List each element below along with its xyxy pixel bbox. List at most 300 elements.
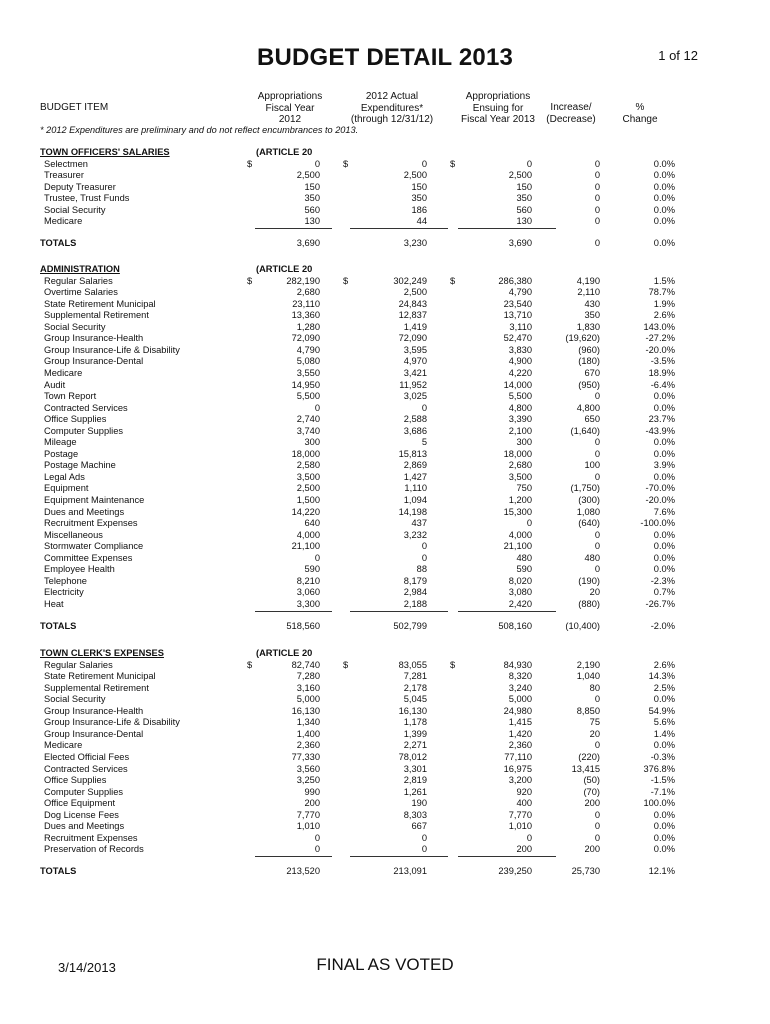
line-item-name: Group Insurance-Life & Disability (44, 344, 180, 355)
percent-change: 2.6% (653, 659, 675, 670)
percent-change: 0.0% (653, 471, 675, 482)
appropriation-2012: 2,500 (296, 170, 320, 181)
actual-2012: 83,055 (398, 659, 427, 670)
dollar-sign: $ (247, 158, 253, 169)
section-title: ADMINISTRATION (40, 264, 120, 274)
line-item-name: Social Security (44, 204, 106, 215)
increase-decrease: 0 (594, 193, 600, 204)
increase-decrease: 0 (594, 158, 600, 169)
line-item-name: Regular Salaries (44, 659, 113, 670)
line-item-name: Postage Machine (44, 460, 116, 471)
total-increase-decrease: 25,730 (571, 866, 600, 877)
appropriation-2013: 3,240 (508, 682, 532, 693)
appropriation-2012: 18,000 (291, 448, 320, 459)
line-item-name: Social Security (44, 321, 106, 332)
table-row (0, 192, 770, 204)
line-item-name: Social Security (44, 694, 106, 705)
table-row (0, 552, 770, 564)
increase-decrease: (190) (578, 575, 600, 586)
table-row (0, 367, 770, 379)
percent-change: 7.6% (653, 506, 675, 517)
line-item-name: Town Report (44, 391, 97, 402)
actual-2012: 667 (411, 821, 427, 832)
appropriation-2012: 640 (304, 518, 320, 529)
appropriation-2012: 130 (304, 216, 320, 227)
increase-decrease: (50) (583, 775, 600, 786)
percent-change: 0.0% (653, 181, 675, 192)
total-appropriation-2013: 508,160 (498, 620, 532, 631)
appropriation-2012: 2,500 (296, 483, 320, 494)
table-row (0, 215, 770, 227)
line-item-name: Office Supplies (44, 414, 107, 425)
total-actual-2012: 213,091 (393, 866, 427, 877)
appropriation-2012: 3,500 (296, 471, 320, 482)
percent-change: 1.5% (653, 275, 675, 286)
table-row (0, 739, 770, 751)
appropriation-2013: 21,100 (503, 541, 532, 552)
table-row (0, 506, 770, 518)
appropriation-2012: 0 (314, 158, 320, 169)
increase-decrease: (880) (578, 598, 600, 609)
increase-decrease: 0 (594, 740, 600, 751)
percent-change: -0.3% (650, 751, 675, 762)
table-row (0, 598, 770, 610)
increase-decrease: (1,750) (570, 483, 600, 494)
total-appropriation-2012: 518,560 (286, 620, 320, 631)
table-row (0, 832, 770, 844)
appropriation-2012: 2,580 (296, 460, 320, 471)
line-item-name: Telephone (44, 575, 87, 586)
appropriation-2012: 1,500 (296, 495, 320, 505)
increase-decrease: (960) (578, 344, 600, 355)
subtotal-rule (255, 228, 332, 229)
subtotal-rule (350, 228, 448, 229)
actual-2012: 190 (411, 798, 427, 809)
line-item-name: Mileage (44, 437, 77, 448)
line-item-name: Supplemental Retirement (44, 682, 149, 693)
actual-2012: 1,427 (403, 471, 427, 482)
actual-2012: 0 (421, 844, 427, 855)
increase-decrease: 1,040 (576, 671, 600, 682)
actual-2012: 15,813 (398, 448, 427, 459)
line-item-name: Computer Supplies (44, 786, 124, 797)
totals-row (0, 865, 770, 877)
appropriation-2013: 8,320 (508, 671, 532, 682)
increase-decrease: 2,190 (576, 659, 600, 670)
increase-decrease: 0 (594, 694, 600, 705)
appropriation-2012: 1,340 (296, 717, 320, 728)
percent-change: 0.0% (653, 193, 675, 204)
line-item-name: Electricity (44, 587, 84, 598)
line-item-name: Preservation of Records (44, 844, 144, 855)
appropriation-2012: 1,010 (296, 821, 320, 832)
table-row (0, 379, 770, 391)
appropriation-2012: 3,740 (296, 425, 320, 436)
appropriation-2012: 300 (304, 437, 320, 448)
appropriation-2013: 2,360 (508, 740, 532, 751)
actual-2012: 11,952 (399, 379, 427, 390)
appropriation-2012: 5,000 (296, 694, 320, 705)
section-header-row (0, 647, 770, 659)
appropriation-2012: 3,060 (296, 587, 320, 598)
appropriation-2012: 7,770 (296, 809, 320, 820)
appropriation-2012: 0 (314, 552, 320, 563)
percent-change: 0.0% (653, 694, 675, 705)
table-row (0, 820, 770, 832)
header-actual-expenditures: 2012 Actual Expenditures* (through 12/31/12) (350, 91, 434, 125)
appropriation-2012: 3,300 (296, 598, 320, 609)
actual-2012: 14,198 (398, 506, 427, 517)
percent-change: -20.0% (645, 344, 675, 355)
appropriation-2013: 52,470 (503, 333, 532, 344)
increase-decrease: (300) (578, 495, 600, 505)
actual-2012: 3,686 (403, 425, 427, 436)
table-row (0, 774, 770, 786)
table-row (0, 529, 770, 541)
appropriation-2013: 15,300 (503, 506, 532, 517)
percent-change: 2.5% (653, 682, 675, 693)
section-title: TOWN OFFICERS' SALARIES (40, 147, 170, 157)
actual-2012: 2,500 (403, 287, 427, 298)
percent-change: 0.0% (653, 809, 675, 820)
table-row (0, 797, 770, 809)
actual-2012: 2,271 (403, 740, 427, 751)
appropriation-2012: 350 (304, 193, 320, 204)
increase-decrease: (1,640) (570, 425, 600, 436)
appropriation-2013: 4,790 (508, 287, 532, 298)
percent-change: 78.7% (648, 287, 675, 298)
header-appropriations-2012: Appropriations Fiscal Year 2012 (257, 91, 323, 125)
appropriation-2012: 0 (314, 832, 320, 843)
line-item-name: Dues and Meetings (44, 821, 125, 832)
subtotal-rule (350, 856, 448, 857)
appropriation-2013: 5,000 (508, 694, 532, 705)
appropriation-2013: 590 (516, 564, 532, 575)
appropriation-2013: 1,420 (508, 728, 532, 739)
actual-2012: 350 (411, 193, 427, 204)
table-row (0, 786, 770, 798)
actual-2012: 1,419 (403, 321, 427, 332)
increase-decrease: 0 (594, 832, 600, 843)
table-row (0, 659, 770, 671)
actual-2012: 16,130 (398, 705, 427, 716)
dollar-sign: $ (247, 275, 253, 286)
actual-2012: 3,301 (403, 763, 427, 774)
percent-change: -70.0% (645, 483, 675, 494)
appropriation-2013: 2,680 (508, 460, 532, 471)
table-row (0, 575, 770, 587)
subtotal-rule (255, 856, 332, 857)
subtotal-rule (458, 611, 556, 612)
actual-2012: 24,843 (398, 298, 427, 309)
percent-change: -7.1% (650, 786, 675, 797)
percent-change: 100.0% (643, 798, 675, 809)
appropriation-2012: 1,400 (296, 728, 320, 739)
appropriation-2013: 3,390 (508, 414, 532, 425)
appropriation-2012: 0 (314, 402, 320, 413)
appropriation-2013: 2,420 (508, 598, 532, 609)
percent-change: -100.0% (640, 518, 675, 529)
table-row (0, 693, 770, 705)
increase-decrease: 0 (594, 437, 600, 448)
percent-change: -1.5% (650, 775, 675, 786)
appropriation-2013: 286,380 (498, 275, 532, 286)
appropriation-2013: 77,110 (504, 751, 532, 762)
subtotal-rule (458, 856, 556, 857)
line-item-name: Recruitment Expenses (44, 832, 138, 843)
actual-2012: 1,110 (404, 483, 427, 494)
percent-change: 18.9% (648, 367, 675, 378)
increase-decrease: 100 (584, 460, 600, 471)
appropriation-2013: 3,830 (508, 344, 532, 355)
actual-2012: 437 (411, 518, 427, 529)
line-item-name: Medicare (44, 216, 83, 227)
dollar-sign: $ (450, 659, 456, 670)
dollar-sign: $ (343, 275, 349, 286)
actual-2012: 2,588 (403, 414, 427, 425)
appropriation-2013: 7,770 (508, 809, 532, 820)
percent-change: 1.9% (653, 298, 675, 309)
appropriation-2013: 350 (516, 193, 532, 204)
increase-decrease: 0 (594, 181, 600, 192)
actual-2012: 2,869 (403, 460, 427, 471)
table-row (0, 482, 770, 494)
percent-change: 2.6% (653, 310, 675, 321)
increase-decrease: 0 (594, 216, 600, 227)
header-increase-decrease: Increase/ (Decrease) (546, 102, 596, 125)
line-item-name: Committee Expenses (44, 552, 133, 563)
percent-change: 376.8% (643, 763, 675, 774)
line-item-name: Stormwater Compliance (44, 541, 144, 552)
line-item-name: Supplemental Retirement (44, 310, 149, 321)
table-row (0, 728, 770, 740)
appropriation-2012: 282,190 (286, 275, 320, 286)
table-row (0, 517, 770, 529)
line-item-name: Group Insurance-Dental (44, 356, 144, 367)
table-row (0, 763, 770, 775)
actual-2012: 2,188 (403, 598, 427, 609)
line-item-name: Treasurer (44, 170, 84, 181)
table-row (0, 390, 770, 402)
increase-decrease: 4,190 (576, 275, 600, 286)
table-row (0, 402, 770, 414)
total-appropriation-2012: 3,690 (296, 238, 320, 249)
line-item-name: Recruitment Expenses (44, 518, 138, 529)
table-row (0, 275, 770, 287)
percent-change: -27.2% (645, 333, 675, 344)
line-item-name: Audit (44, 379, 66, 390)
header-appropriations-2013: Appropriations Ensuing for Fiscal Year 2013 (461, 91, 535, 125)
table-row (0, 448, 770, 460)
line-item-name: Office Equipment (44, 798, 116, 809)
actual-2012: 2,819 (403, 775, 427, 786)
percent-change: 0.0% (653, 844, 675, 855)
total-percent-change: 12.1% (648, 866, 675, 877)
increase-decrease: 75 (589, 717, 600, 728)
totals-label: TOTALS (40, 866, 77, 877)
appropriation-2013: 480 (516, 552, 532, 563)
percent-change: 0.0% (653, 832, 675, 843)
line-item-name: Group Insurance-Dental (44, 728, 144, 739)
line-item-name: Postage (44, 448, 79, 459)
appropriation-2013: 3,200 (508, 775, 532, 786)
footer-date: 3/14/2013 (58, 960, 116, 975)
increase-decrease: 0 (594, 564, 600, 575)
line-item-name: Group Insurance-Health (44, 333, 144, 344)
actual-2012: 8,179 (403, 575, 427, 586)
appropriation-2012: 3,550 (296, 367, 320, 378)
appropriation-2013: 2,500 (508, 170, 532, 181)
table-row (0, 809, 770, 821)
appropriation-2013: 1,200 (508, 495, 532, 505)
subtotal-rule (350, 611, 448, 612)
increase-decrease: (19,620) (565, 333, 600, 344)
appropriation-2013: 1,415 (508, 717, 532, 728)
total-percent-change: 0.0% (653, 238, 675, 249)
percent-change: 0.0% (653, 216, 675, 227)
table-row (0, 670, 770, 682)
total-increase-decrease: 0 (594, 238, 600, 249)
increase-decrease: 0 (594, 541, 600, 552)
appropriation-2012: 200 (304, 798, 320, 809)
percent-change: 0.0% (653, 391, 675, 402)
appropriation-2012: 8,210 (296, 575, 320, 586)
actual-2012: 5 (421, 437, 427, 448)
appropriation-2013: 920 (516, 786, 532, 797)
appropriation-2012: 3,160 (296, 682, 320, 693)
actual-2012: 3,025 (403, 391, 427, 402)
appropriation-2013: 3,080 (508, 587, 532, 598)
increase-decrease: 0 (594, 391, 600, 402)
percent-change: 0.0% (653, 170, 675, 181)
increase-decrease: 13,415 (571, 763, 600, 774)
table-row (0, 494, 770, 506)
section-header-row (0, 263, 770, 275)
appropriation-2013: 300 (516, 437, 532, 448)
percent-change: 0.0% (653, 204, 675, 215)
actual-2012: 0 (421, 832, 427, 843)
percent-change: 0.0% (653, 437, 675, 448)
appropriation-2012: 14,220 (291, 506, 320, 517)
actual-2012: 2,984 (403, 587, 427, 598)
appropriation-2012: 0 (314, 844, 320, 855)
table-row (0, 355, 770, 367)
total-appropriation-2012: 213,520 (286, 866, 320, 877)
increase-decrease: 0 (594, 529, 600, 540)
percent-change: 14.3% (648, 671, 675, 682)
appropriation-2013: 8,020 (508, 575, 532, 586)
appropriation-2012: 560 (304, 204, 320, 215)
article-reference: (ARTICLE 20 (256, 264, 313, 274)
table-row (0, 540, 770, 552)
increase-decrease: (640) (578, 518, 600, 529)
percent-change: 5.6% (653, 717, 675, 728)
percent-change: 54.9% (648, 705, 675, 716)
subtotal-rule (458, 228, 556, 229)
table-row (0, 471, 770, 483)
appropriation-2013: 14,000 (503, 379, 532, 390)
increase-decrease: 200 (584, 798, 600, 809)
table-row (0, 169, 770, 181)
line-item-name: Dues and Meetings (44, 506, 125, 517)
appropriation-2012: 4,790 (296, 344, 320, 355)
dollar-sign: $ (450, 275, 456, 286)
dollar-sign: $ (247, 659, 253, 670)
actual-2012: 302,249 (393, 275, 427, 286)
increase-decrease: 200 (584, 844, 600, 855)
percent-change: -20.0% (645, 495, 675, 505)
appropriation-2013: 24,980 (503, 705, 532, 716)
line-item-name: State Retirement Municipal (44, 671, 156, 682)
increase-decrease: 4,800 (576, 402, 600, 413)
appropriation-2013: 150 (516, 181, 532, 192)
table-row (0, 332, 770, 344)
footer-status: FINAL AS VOTED (316, 955, 454, 974)
line-item-name: Miscellaneous (44, 529, 103, 540)
actual-2012: 1,261 (403, 786, 427, 797)
appropriation-2013: 3,500 (508, 471, 532, 482)
page-title: BUDGET DETAIL 2013 (256, 44, 514, 71)
percent-change: 0.0% (653, 821, 675, 832)
percent-change: 143.0% (643, 321, 675, 332)
table-row (0, 344, 770, 356)
appropriation-2013: 4,900 (508, 356, 532, 367)
actual-2012: 5,045 (403, 694, 427, 705)
table-row (0, 181, 770, 193)
table-row (0, 309, 770, 321)
preliminary-note: * 2012 Expenditures are preliminary and do not reflect encumbrances to 2013. (40, 125, 359, 135)
increase-decrease: 8,850 (576, 705, 600, 716)
dollar-sign: $ (343, 659, 349, 670)
percent-change: 0.0% (653, 402, 675, 413)
line-item-name: Medicare (44, 367, 83, 378)
actual-2012: 1,399 (403, 728, 427, 739)
table-row (0, 459, 770, 471)
appropriation-2013: 200 (516, 844, 532, 855)
appropriation-2012: 2,740 (296, 414, 320, 425)
table-row (0, 321, 770, 333)
percent-change: 0.0% (653, 740, 675, 751)
actual-2012: 3,595 (403, 344, 427, 355)
percent-change: 0.0% (653, 529, 675, 540)
appropriation-2013: 18,000 (503, 448, 532, 459)
table-row (0, 425, 770, 437)
appropriation-2013: 0 (526, 518, 532, 529)
appropriation-2012: 590 (304, 564, 320, 575)
table-row (0, 716, 770, 728)
total-actual-2012: 502,799 (393, 620, 427, 631)
table-row (0, 286, 770, 298)
increase-decrease: 350 (584, 310, 600, 321)
increase-decrease: 0 (594, 821, 600, 832)
line-item-name: State Retirement Municipal (44, 298, 156, 309)
appropriation-2012: 14,950 (291, 379, 320, 390)
increase-decrease: 80 (589, 682, 600, 693)
actual-2012: 150 (411, 181, 427, 192)
increase-decrease: 2,110 (577, 287, 600, 298)
appropriation-2012: 4,000 (296, 529, 320, 540)
totals-label: TOTALS (40, 620, 77, 631)
percent-change: -2.3% (650, 575, 675, 586)
article-reference: (ARTICLE 20 (256, 147, 313, 157)
actual-2012: 2,178 (403, 682, 427, 693)
actual-2012: 186 (411, 204, 427, 215)
total-percent-change: -2.0% (650, 620, 675, 631)
table-row (0, 158, 770, 170)
totals-row (0, 237, 770, 249)
line-item-name: Equipment Maintenance (44, 495, 145, 505)
line-item-name: Medicare (44, 740, 83, 751)
